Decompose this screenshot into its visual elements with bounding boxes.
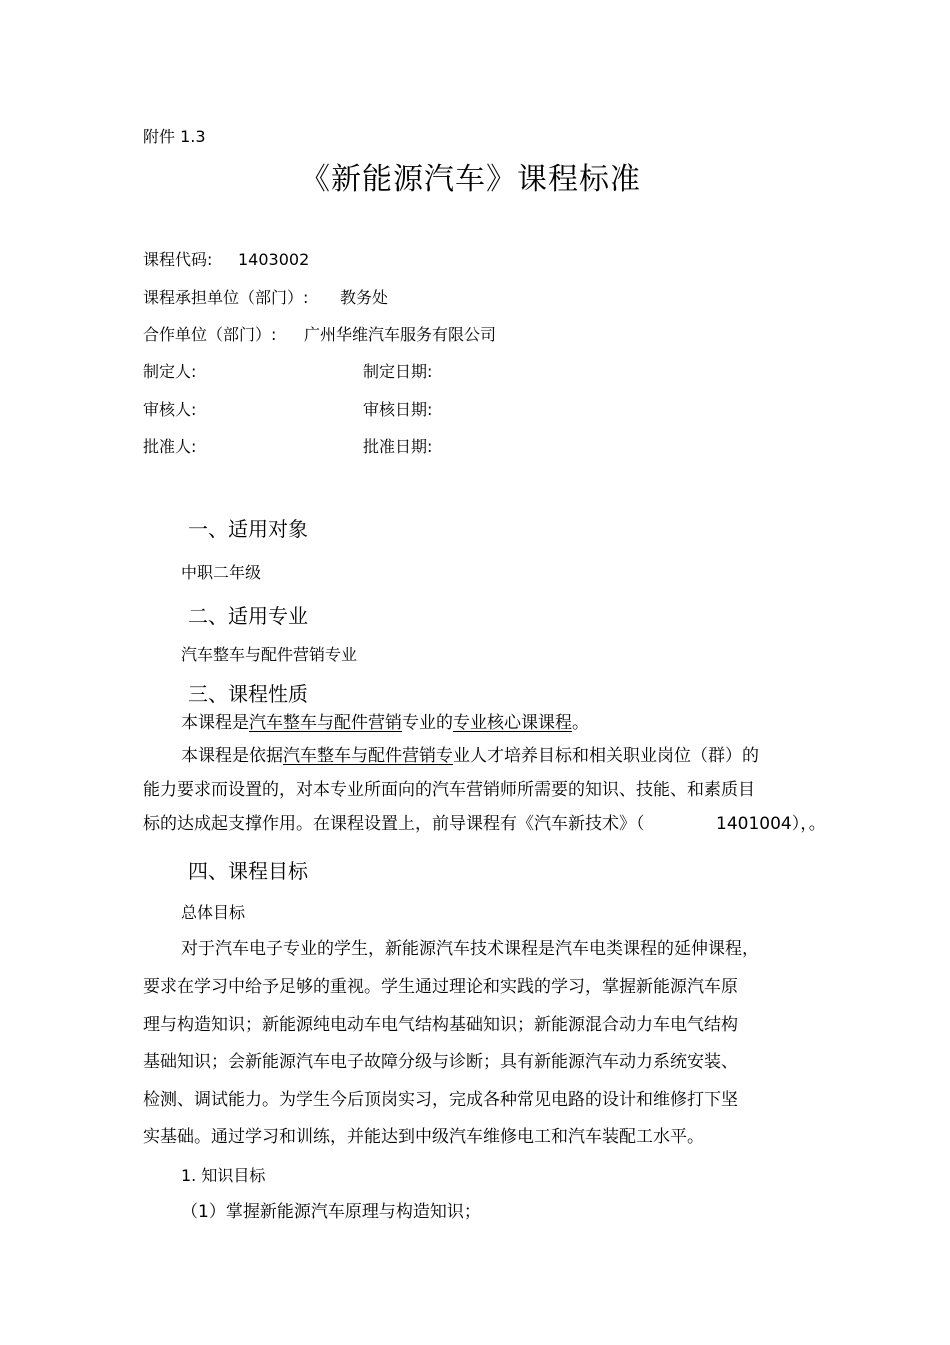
partner-unit-label: 合作单位（部门）: <box>143 325 277 344</box>
formulator-label: 制定人: <box>143 362 197 381</box>
section-3-p2-line-1 <box>181 748 759 765</box>
course-code-value: 1403002 <box>238 250 310 269</box>
section-3-p1-major: 汽车整车与配件营销 <box>249 713 402 733</box>
course-code-label: 课程代码: <box>143 250 213 269</box>
section-3-p1-text-a: 本课程是 <box>181 713 249 733</box>
section-4-heading: 四、课程目标 <box>188 859 308 883</box>
knowledge-goal-heading: 1. 知识目标 <box>181 1166 266 1185</box>
section-4-paragraph-line-2: 要求在学习中给予足够的重视。学生通过理论和实践的学习，掌握新能源汽车原 <box>143 977 738 997</box>
section-3-p2-line-3b: 1401004），。 <box>716 814 826 834</box>
section-3-p1-course-type: 专业核心课课程 <box>453 713 572 733</box>
section-3-p2-line-2: 能力要求而设置的，对本专业所面向的汽车营销师所需要的知识、技能、和素质目 <box>143 780 755 800</box>
reviewer-label: 审核人: <box>143 400 197 419</box>
section-4-paragraph-line-6: 实基础。通过学习和训练，并能达到中级汽车维修电工和汽车装配工水平。 <box>143 1127 704 1147</box>
section-3-p1-text-b: 专业的 <box>402 713 453 733</box>
section-4-paragraph-line-1: 对于汽车电子专业的学生，新能源汽车技术课程是汽车电类课程的延伸课程， <box>181 939 759 959</box>
section-1-body: 中职二年级 <box>181 563 262 582</box>
partner-unit-value: 广州华维汽车服务有限公司 <box>304 325 497 344</box>
approve-date-label: 批准日期: <box>363 437 433 456</box>
section-3-heading: 三、课程性质 <box>188 682 308 706</box>
section-3-p2-l1-major: 汽车整车与配件营销专 <box>283 746 453 766</box>
section-4-paragraph-line-3: 理与构造知识；新能源纯电动车电气结构基础知识；新能源混合动力车电气结构 <box>143 1015 738 1035</box>
section-3-p1-text-c: 。 <box>572 713 589 733</box>
formulate-date-label: 制定日期: <box>363 362 433 381</box>
section-2-body: 汽车整车与配件营销专业 <box>181 645 358 664</box>
review-date-label: 审核日期: <box>363 400 433 419</box>
section-3-p2-line-3a: 标的达成起支撑作用。在课程设置上，前导课程有《汽车新技术》（ <box>143 814 645 834</box>
section-4-overall-goal-label: 总体目标 <box>181 903 246 922</box>
section-4-paragraph-line-5: 检测、调试能力。为学生今后顶岗实习，完成各种常见电路的设计和维修打下坚 <box>143 1090 738 1110</box>
undertaking-unit-label: 课程承担单位（部门）: <box>143 288 309 307</box>
section-2-heading: 二、适用专业 <box>188 604 308 628</box>
section-3-p2-l1-text-b: 业人才培养目标和相关职业岗位（群）的 <box>453 746 759 766</box>
section-4-paragraph-line-4: 基础知识；会新能源汽车电子故障分级与诊断；具有新能源汽车动力系统安装、 <box>143 1052 738 1072</box>
knowledge-goal-item-1: （1）掌握新能源汽车原理与构造知识； <box>181 1202 481 1222</box>
approver-label: 批准人: <box>143 437 197 456</box>
undertaking-unit-value: 教务处 <box>340 288 389 307</box>
section-1-heading: 一、适用对象 <box>188 517 308 541</box>
section-3-paragraph-1 <box>181 715 589 732</box>
page-title: 《新能源汽车》课程标准 <box>300 162 641 197</box>
section-3-p2-l1-text-a: 本课程是依据 <box>181 746 283 766</box>
attachment-label: 附件 1.3 <box>143 127 206 146</box>
